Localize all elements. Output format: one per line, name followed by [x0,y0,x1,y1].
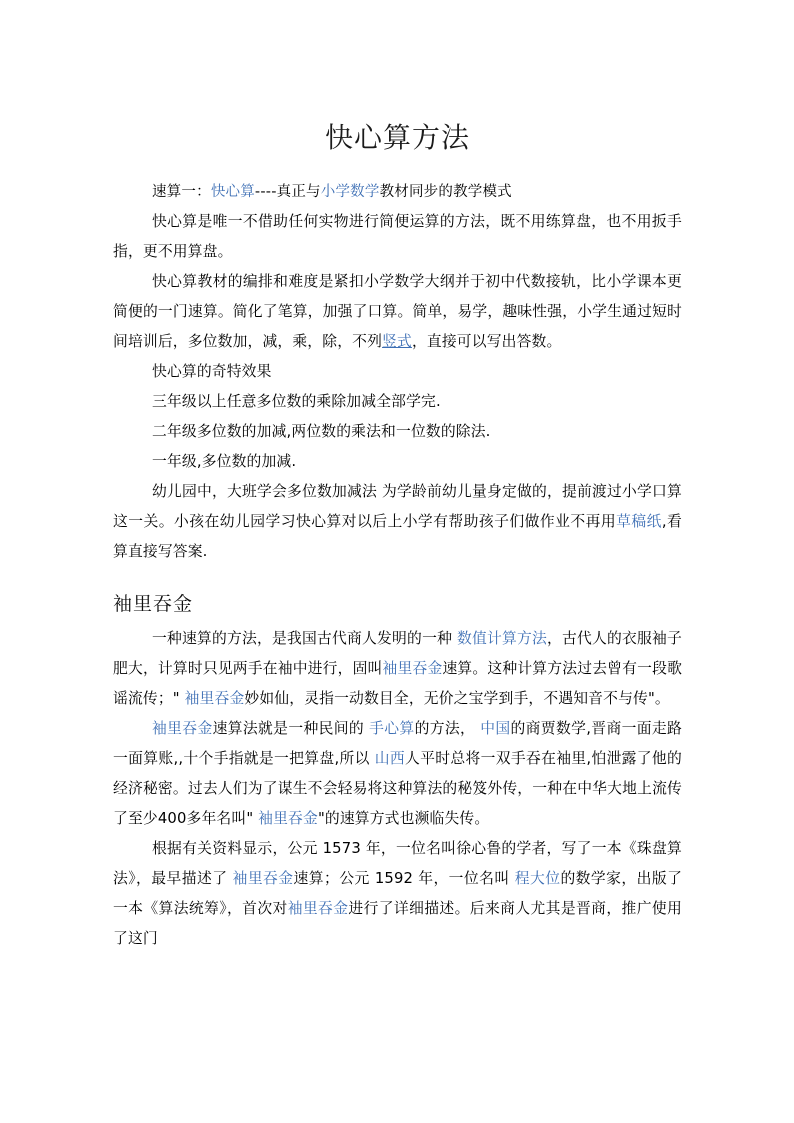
s2p1-text-d: 妙如仙，灵指一动数目全，无价之宝学到手，不遇知音不与传"。 [244,690,670,707]
paragraph-2-text-b: ，直接可以写出答数。 [411,333,562,350]
s2p2-text-e: "的速算方式也濒临失传。 [317,810,490,827]
s2p2-text-a: 速算法就是一种民间的 [212,720,370,737]
paragraph-7-text-a: 幼儿园中，大班学会多位数加减法 为学龄前幼儿量身定做的，提前渡过小学口算这一关。小孩在幼儿园学习快心算对以后上小学有帮助孩子们做作业不再用 [113,483,682,530]
paragraph-1: 快心算是唯一不借助任何实物进行简便运算的方法，既不用练算盘，也不用扳手指，更不用算盘。 [113,213,682,260]
lead-line [113,158,682,207]
s2p1-text-c: 速算。这种计算方法过去曾有一段歌谣流传；" [113,660,683,707]
s2p2-text-d: 人平时总将一双手吞在袖里,怕泄露了他的经济秘密。过去人们为了谋生不会轻易将这种算法的秘笈外传，一种在中华大地上流传了至少400多年名叫" [113,750,682,827]
link-shanxi[interactable]: 山西 [374,750,406,767]
page-title: 快心算方法 [324,121,470,154]
lead-suffix: 教材同步的教学模式 [379,184,512,200]
link-shuzhijisuanfangfa[interactable]: 数值计算方法 [456,630,548,647]
paragraph-4: 三年级以上任意多位数的乘除加减全部学完. [152,393,441,410]
s2p3-text-b: 速算；公元 1592 年，一位名叫 [293,870,515,887]
link-xiaoxueshuxue[interactable]: 小学数学 [320,184,380,200]
paragraph-3: 快心算的奇特效果 [152,363,272,380]
link-xiulitunjin-2[interactable]: 袖里吞金 [184,690,245,707]
paragraph-7 [113,477,682,567]
s2p1-text-a: 一种速算的方法，是我国古代商人发明的一种 [152,630,457,647]
lead-prefix: 速算一： [152,184,211,200]
link-kuaixinsuan[interactable]: 快心算 [210,184,255,200]
s2p2-text-c: 的商贾数学,晋商一面走路一面算账,,十个手指就是一把算盘,所以 [113,720,682,767]
s2p3-text-c: 的数学家，出版了一本《算法统筹》，首次对 [113,870,683,917]
link-caogaozhi[interactable]: 草稿纸 [616,513,662,530]
section2-paragraph-2 [113,714,682,834]
s2p3-text-a: 根据有关资料显示，公元 1573 年，一位名叫徐心鲁的学者，写了一本《珠盘算法》，最早描述了 [113,840,682,887]
s2p3-text-d: 进行了详细描述。后来商人尤其是晋商，推广使用了这门 [113,900,682,947]
link-xiulitunjin-5[interactable]: 袖里吞金 [232,870,294,887]
link-shushi[interactable]: 竖式 [382,333,412,350]
link-xiulitunjin-4[interactable]: 袖里吞金 [258,810,318,827]
link-xiulitunjin-3[interactable]: 袖里吞金 [152,720,213,737]
paragraph-2 [113,267,682,357]
link-chengdawei[interactable]: 程大位 [514,870,561,887]
link-xiulitunjin-6[interactable]: 袖里吞金 [287,900,349,917]
section-heading-xiulitunjin: 袖里吞金 [113,593,194,615]
lead-mid: ----真正与 [254,184,321,200]
link-zhongguo[interactable]: 中国 [480,720,511,737]
paragraph-6: 一年级,多位数的加减. [152,453,297,470]
document-content [113,0,682,954]
section2-paragraph-3 [113,834,682,954]
s2p1-text-b: ，古代人的衣服袖子肥大，计算时只见两手在袖中进行，固叫 [113,630,682,677]
paragraph-2-text-a: 快心算教材的编排和难度是紧扣小学数学大纲并于初中代数接轨，比小学课本更简便的一门速算。简化了笔算，加强了口算。简单，易学，趣味性强，小学生通过短时间培训后，多位数加，减，乘，除，不列 [113,273,682,350]
s2p2-text-b: 的方法， [414,720,481,737]
link-xiulitunjin-1[interactable]: 袖里吞金 [382,660,443,677]
paragraph-7-text-b: ,看算直接写答案. [113,513,683,560]
paragraph-5: 二年级多位数的加减,两位数的乘法和一位数的除法. [152,423,491,440]
link-shouxinsuan[interactable]: 手心算 [369,720,415,737]
section2-paragraph-1 [113,624,682,714]
